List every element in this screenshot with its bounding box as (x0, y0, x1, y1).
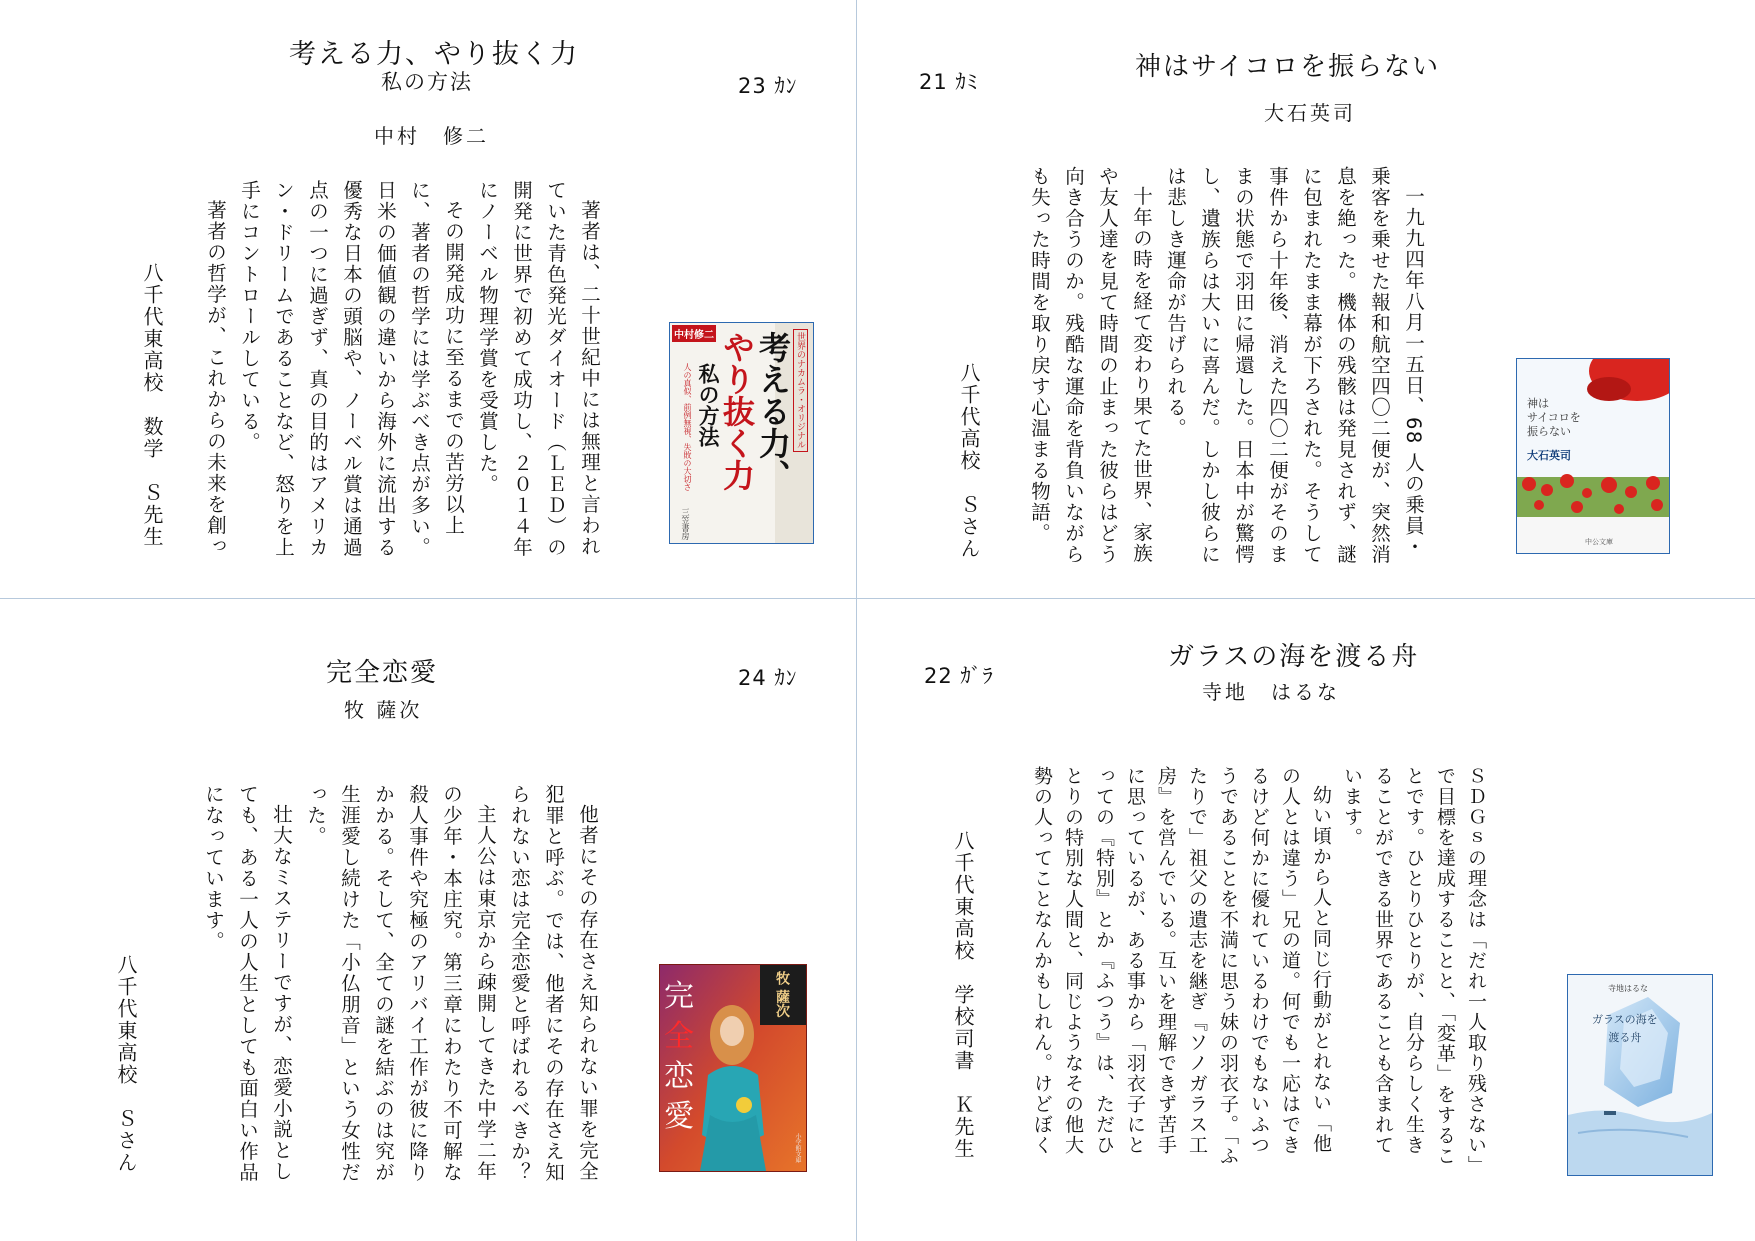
cover-tagline: 人の真似、前例無視、失敗の大切さ (683, 363, 692, 491)
call-number: 23 ｶﾝ (738, 74, 798, 98)
vertical-divider (856, 0, 857, 1241)
cover-publisher: 小学館文庫 (794, 1133, 801, 1163)
cover-title-3: 恋 (664, 1059, 694, 1094)
book-subtitle: 私の方法 (381, 70, 473, 94)
cover-title-4: 愛 (664, 1099, 694, 1134)
cover-title-2: 全 (664, 1019, 694, 1054)
book-author: 中村 修二 (374, 124, 489, 148)
cover-title: ガラスの海を 渡る舟 (1592, 1013, 1658, 1044)
reviewer-signature: 八千代東高校 数学 Ｓ先生 (140, 262, 164, 548)
book-title: 完全恋愛 (326, 658, 439, 688)
book-author: 牧 薩次 (344, 698, 423, 722)
cover-author: 寺地はるな (1608, 984, 1648, 993)
book-title: ガラスの海を渡る舟 (1168, 642, 1420, 672)
book-cover-image (659, 964, 807, 1172)
call-number: 22 ｶﾞﾗ (924, 664, 994, 688)
call-number: 24 ｶﾝ (738, 666, 798, 690)
review-paragraph: 一九九四年八月一五日、68 人の乗員・乗客を乗せた報和航空四〇二便が、突然消息を絶った。機体の残骸は発見されず、謎に包まれたまま幕が下ろされた。そうして事件から十年後、消えた四〇二便がそのままの状態で羽田に帰還した。日本中が驚愕し、遺族らは大いに喜んだ。しかし彼らには悲しき運命が告げられる。 (1164, 166, 1425, 565)
reviewer-signature: 八千代高校 Ｓさん (957, 362, 981, 560)
review-paragraph: 主人公は東京から疎開してきた中学二年の少年・本庄究。第三章にわたり不可解な殺人事件や究極のアリバイ工作が彼に降りかかる。そして、全ての謎を結ぶのは究が生涯愛し続けた「小仏朋音」という女性だった。 (304, 784, 497, 1183)
review-text (200, 180, 606, 575)
book-cover-image (1516, 358, 1670, 554)
reviewer-signature: 八千代東高校 Ｓさん (114, 954, 138, 1174)
review-paragraph: その開発成功に至るまでの苦労以上に、著者の哲学には学ぶべき点が多い。日米の価値観の違いから海外に流出する優秀な日本の頭脳や、ノーベル賞は通過点の一つに過ぎず、真の目的はアメリカン・ドリームであることなど、怒りを上手にコントロールしている。 (238, 180, 465, 558)
cover-title: 神は サイコロを 振らない (1527, 397, 1581, 438)
cover-author: 中村修二 (672, 325, 716, 342)
book-title: 神はサイコロを振らない (1135, 52, 1441, 82)
cover-title-2: やり抜く力 (718, 331, 756, 491)
review-text (176, 784, 604, 1184)
cover-illustration (1568, 975, 1712, 1175)
review-paragraph: ＳＤＧｓの理念は「だれ一人取り残さない」で目標を達成することと、「変革」をすることです。ひとりひとりが、自分らしく生きることができる世界であることも含まれています。 (1341, 766, 1487, 1167)
review-paragraph: 著者は、二十世紀中には無理と言われていた青色発光ダイオード（ＬＥＤ）の開発に世界で初めて成功し、２０１４年にノーベル物理学賞を受賞した。 (476, 180, 601, 558)
book-author: 寺地 はるな (1202, 680, 1340, 704)
review-paragraph: 十年の時を経て変わり果てた世界、家族や友人達を見て時間の止まった彼らはどう向き合うのか。残酷な運命を背負いながらも失った時間を取り戻す心温まる物語。 (1028, 166, 1153, 565)
book-cover-image (669, 322, 814, 544)
review-paragraph: 壮大なミステリーですが、恋愛小説としても、ある一人の人生としても面白い作品になっています。 (202, 784, 293, 1183)
review-paragraph: 著者の哲学が、これからの未来を創っ (204, 199, 227, 557)
review-text (1022, 166, 1430, 566)
cover-publisher: 三笠書房 (681, 508, 690, 540)
cover-title-1: 完 (664, 979, 694, 1014)
reviewer-signature: 八千代東高校 学校司書 Ｋ先生 (951, 830, 975, 1160)
review-paragraph: 幼い頃から人と同じ行動がとれない「他の人とは違う」兄の道。何でも一応はできるけど何かに優れているわけでもないふつうであることを不満に思う妹の羽衣子。「ふたりで」祖父の遺志を継ぎ『ソノガラス工房』を営んでいる。互いを理解できず苦手に思っているが、ある事から「羽衣子にとっての『特別』とか『ふつう』は、ただひとりの特別な人間と、同じようなその他大勢の人ってことなんかもしれん。けどぼく (1031, 766, 1332, 1167)
review-text (1025, 766, 1491, 1172)
review-paragraph: 他者にその存在さえ知られない罪を完全犯罪と呼ぶ。では、他者にその存在さえ知られない恋は完全恋愛と呼ばれるべきか？ (508, 784, 599, 1183)
call-number: 21 ｶﾐ (919, 70, 979, 94)
book-title: 考える力、やり抜く力 (289, 39, 579, 70)
cover-publisher: 中公文庫 (1585, 538, 1613, 546)
cover-band: 世界のナカムラ・オリジナル (793, 329, 808, 452)
horizontal-divider (0, 598, 1755, 599)
cover-author: 大石英司 (1527, 449, 1571, 462)
book-author: 大石英司 (1264, 101, 1356, 125)
cover-title-3: 私の方法 (696, 363, 721, 447)
book-cover-image (1567, 974, 1713, 1176)
cover-title-1: 考える力、 (754, 331, 792, 491)
cover-author: 牧 薩次 (774, 971, 790, 1018)
